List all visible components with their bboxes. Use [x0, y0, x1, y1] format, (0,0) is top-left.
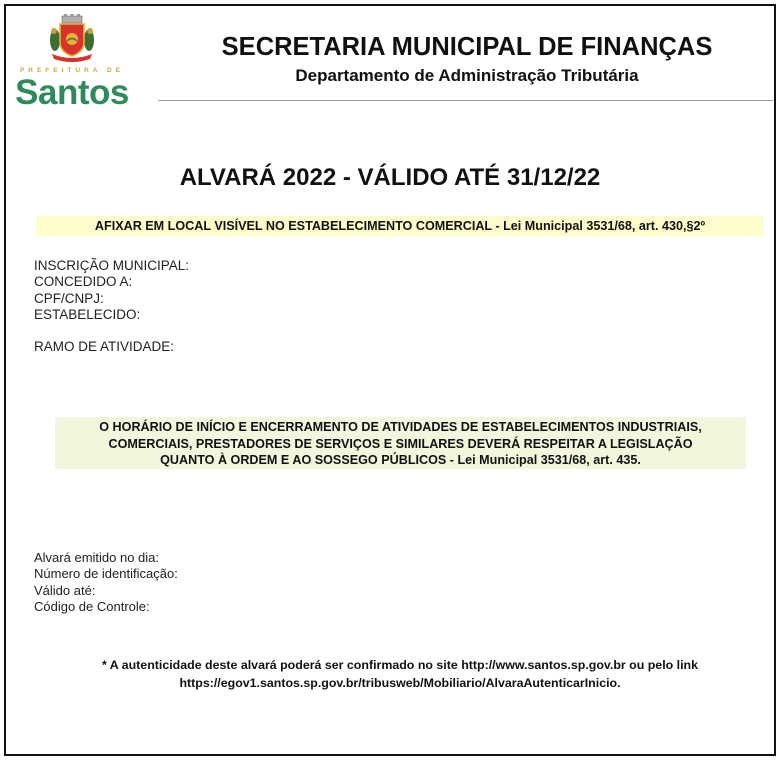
field-concedido-a: CONCEDIDO A: [34, 274, 133, 290]
footnote-line-2: https://egov1.santos.sp.gov.br/tribusweb/Mobiliario/AlvaraAutenticarInicio. [179, 676, 621, 690]
document-frame [4, 4, 776, 756]
secretaria-title: SECRETARIA MUNICIPAL DE FINANÇAS [221, 33, 713, 61]
issue-fields [34, 550, 178, 615]
logo-small-text: PREFEITURA DE [19, 67, 125, 74]
horario-notice-line: QUANTO À ORDEM E AO SOSSEGO PÚBLICOS - Lei Municipal 3531/68, art. 435. [160, 453, 641, 467]
horario-notice-line: O HORÁRIO DE INÍCIO E ENCERRAMENTO DE ATIVIDADES DE ESTABELECIMENTOS INDUSTRIAIS, [99, 420, 702, 434]
field-inscricao-municipal: INSCRIÇÃO MUNICIPAL: [34, 258, 190, 273]
authenticity-footnote [4, 656, 784, 692]
coat-of-arms-icon [46, 14, 98, 64]
prefeitura-santos-logo [10, 12, 134, 112]
spacer [34, 323, 189, 339]
horario-notice [55, 417, 746, 469]
logo-name: Santos [15, 73, 129, 112]
field-numero-identificacao: Número de identificação: [34, 566, 178, 582]
licensee-fields [34, 258, 189, 355]
field-estabelecido: ESTABELECIDO: [34, 306, 141, 322]
field-cpf-cnpj: CPF/CNPJ: [34, 290, 104, 306]
departamento-subtitle: Departamento de Administração Tributária [295, 66, 639, 85]
alvara-title: ALVARÁ 2022 - VÁLIDO ATÉ 31/12/22 [179, 164, 601, 191]
header-divider [158, 100, 773, 101]
field-codigo-controle: Código de Controle: [34, 598, 150, 614]
afixar-notice: AFIXAR EM LOCAL VISÍVEL NO ESTABELECIMENTO COMERCIAL - Lei Municipal 3531/68, art. 430,§2º [36, 216, 764, 236]
field-emitido-no-dia: Alvará emitido no dia: [34, 550, 160, 565]
field-valido-ate: Válido até: [34, 582, 96, 598]
footnote-line-1: * A autenticidade deste alvará poderá ser confirmado no site http://www.santos.sp.gov.br ou pelo link [101, 658, 698, 672]
field-ramo-de-atividade: RAMO DE ATIVIDADE: [34, 339, 175, 355]
horario-notice-line: COMERCIAIS, PRESTADORES DE SERVIÇOS E SIMILARES DEVERÁ RESPEITAR A LEGISLAÇÃO [108, 436, 693, 451]
